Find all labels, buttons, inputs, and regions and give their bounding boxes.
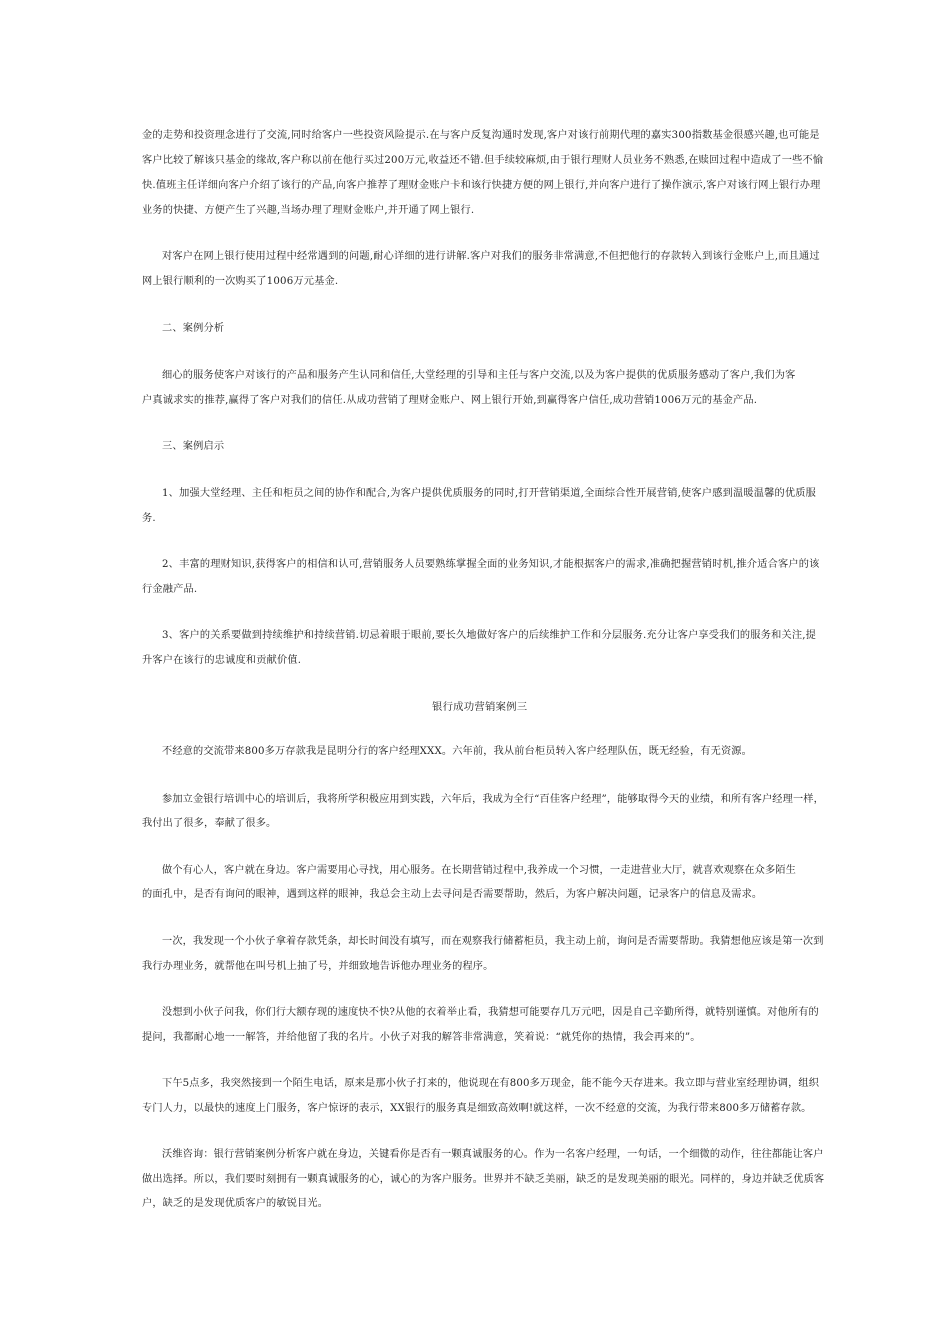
section-heading: 二、案例分析 — [162, 323, 225, 334]
paragraph-line: 3、客户的关系要做到持续维护和持续营销.切忌着眼于眼前,要长久地做好客户的后续维护工作和分层服务.充分让客户享受我们的服务和关注,提 — [162, 630, 817, 641]
paragraph-line: 2、丰富的理财知识,获得客户的相信和认可,营销服务人员要熟练掌握全面的业务知识,才能根据客户的需求,准确把握营销时机,推介适合客户的该 — [162, 559, 820, 570]
paragraph-line: 网上银行顺利的一次购买了1006万元基金. — [142, 276, 339, 287]
paragraph-line: 没想到小伙子问我，你们行大额存现的速度快不快?从他的衣着举止看，我猜想可能要存几万元吧，因是自己辛勤所得，就特别谨慎。对他所有的 — [162, 1007, 819, 1018]
paragraph-line: 对客户在网上银行使用过程中经常遇到的问题,耐心详细的进行讲解.客户对我们的服务非常满意,不但把他行的存款转入到该行金账户上,而且通过 — [162, 251, 820, 262]
paragraph-line: 金的走势和投资理念进行了交流,同时给客户一些投资风险提示.在与客户反复沟通时发现,客户对该行前期代理的嘉实300指数基金很感兴趣,也可能是 — [142, 130, 820, 141]
paragraph-line: 我行办理业务，就帮他在叫号机上抽了号，并细致地告诉他办理业务的程序。 — [142, 961, 494, 972]
paragraph-line: 快.值班主任详细向客户介绍了该行的产品,向客户推荐了理财金账户卡和该行快捷方便的网上银行,并向客户进行了操作演示,客户对该行网上银行办理 — [142, 180, 821, 191]
paragraph-line: 沃维咨询：银行营销案例分析客户就在身边，关键看你是否有一颗真诚服务的心。作为一名客户经理，一句话，一个细微的动作，往往都能让客户 — [162, 1149, 824, 1160]
paragraph-line: 一次，我发现一个小伙子拿着存款凭条，却长时间没有填写，而在观察我行储蓄柜员，我主动上前，询问是否需要帮助。我猜想他应该是第一次到 — [162, 936, 824, 947]
section-heading: 三、案例启示 — [162, 441, 225, 452]
paragraph-line: 不经意的交流带来800多万存款我是昆明分行的客户经理XXX。六年前，我从前台柜员转入客户经理队伍，既无经验，有无资源。 — [162, 746, 752, 757]
paragraph-line: 客户比较了解该只基金的缘故,客户称以前在他行买过200万元,收益还不错.但手续较麻烦,由于银行理财人员业务不熟悉,在赎回过程中造成了一些不愉 — [142, 155, 824, 166]
paragraph-line: 做个有心人，客户就在身边。客户需要用心寻找，用心服务。在长期营销过程中,我养成一个习惯，一走进营业大厅，就喜欢观察在众多陌生 — [162, 865, 796, 876]
paragraph-line: 下午5点多，我突然接到一个陌生电话，原来是那小伙子打来的，他说现在有800多万现金，能不能今天存进来。我立即与营业室经理协调，组织 — [162, 1078, 820, 1089]
paragraph-line: 户真诚求实的推荐,赢得了客户对我们的信任.从成功营销了理财金账户、网上银行开始,到赢得客户信任,成功营销1006万元的基金产品. — [142, 395, 758, 406]
case-title: 银行成功营销案例三 — [432, 701, 528, 713]
paragraph-line: 参加立金银行培训中心的培训后，我将所学积极应用到实践，六年后，我成为全行“百佳客户经理”，能够取得今天的业绩，和所有客户经理一样， — [162, 794, 824, 805]
paragraph-line: 务. — [142, 513, 156, 524]
paragraph-line: 户，缺乏的是发现优质客户的敏锐目光。 — [142, 1198, 329, 1209]
paragraph-line: 业务的快捷、方便产生了兴趣,当场办理了理财金账户,并开通了网上银行. — [142, 205, 475, 216]
paragraph-line: 行金融产品. — [142, 584, 198, 595]
paragraph-line: 升客户在该行的忠诚度和贡献价值. — [142, 655, 302, 666]
paragraph-line: 细心的服务使客户对该行的产品和服务产生认同和信任,大堂经理的引导和主任与客户交流,以及为客户提供的优质服务感动了客户,我们为客 — [162, 370, 796, 381]
paragraph-line: 的面孔中，是否有询问的眼神，遇到这样的眼神，我总会主动上去寻问是否需要帮助，然后，为客户解决问题，记录客户的信息及需求。 — [142, 889, 763, 900]
paragraph-line: 专门人力，以最快的速度上门服务，客户惊讶的表示，XX银行的服务真是细致高效啊!就这样，一次不经意的交流，为我行带来800多万储蓄存款。 — [142, 1103, 812, 1114]
paragraph-line: 1、加强大堂经理、主任和柜员之间的协作和配合,为客户提供优质服务的同时,打开营销渠道,全面综合性开展营销,使客户感到温暖温馨的优质服 — [162, 488, 817, 499]
paragraph-line: 做出选择。所以，我们要时刻拥有一颗真诚服务的心，诚心的为客户服务。世界并不缺乏美丽，缺乏的是发现美丽的眼光。同样的，身边并缺乏优质客 — [142, 1174, 825, 1185]
paragraph-line: 我付出了很多，奉献了很多。 — [142, 818, 277, 829]
paragraph-line: 提问，我都耐心地一一解答，并给他留了我的名片。小伙子对我的解答非常满意，笑着说：“就凭你的热情，我会再来的”。 — [142, 1032, 701, 1043]
